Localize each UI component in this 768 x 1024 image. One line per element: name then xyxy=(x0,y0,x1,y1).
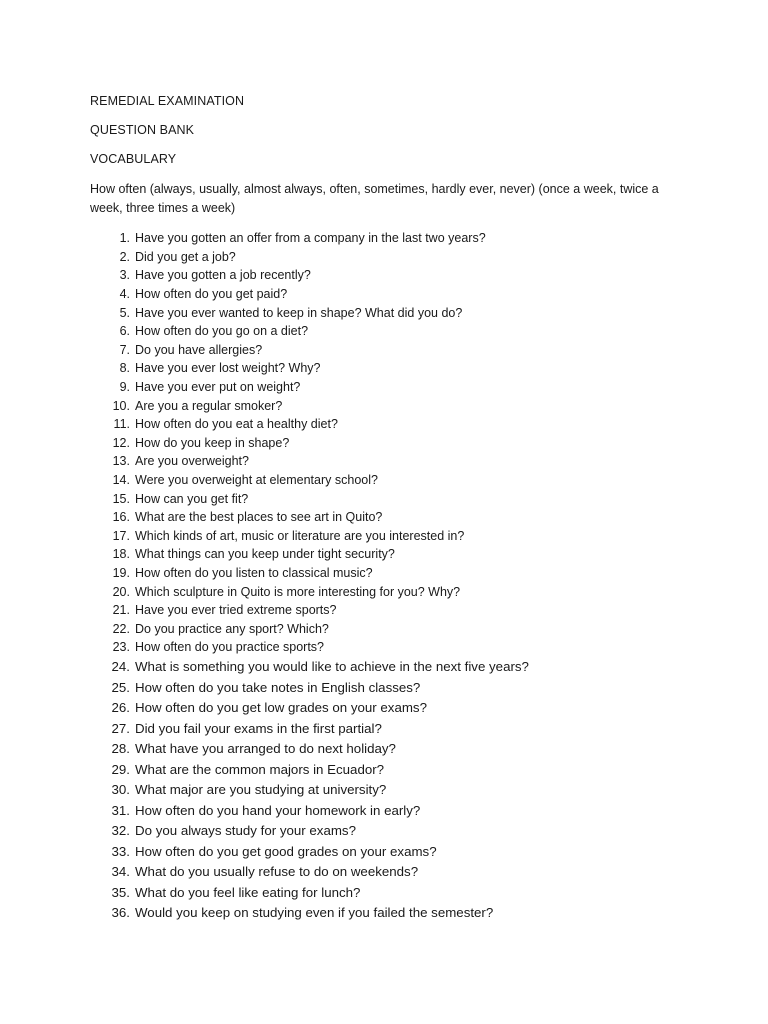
question-text: What do you usually refuse to do on weekends? xyxy=(135,864,419,880)
question-text: How often do you eat a healthy diet? xyxy=(135,417,338,432)
question-text: How often do you get low grades on your exams? xyxy=(135,700,427,716)
question-text: Do you have allergies? xyxy=(135,342,263,357)
question-item xyxy=(90,841,690,862)
question-text: How often do you get good grades on your exams? xyxy=(135,843,437,859)
question-number: 30. xyxy=(111,782,130,798)
question-item xyxy=(90,285,690,304)
question-number: 17. xyxy=(112,528,130,543)
question-number: 24. xyxy=(111,659,130,675)
question-number: 12. xyxy=(112,435,130,450)
question-item xyxy=(90,266,690,285)
question-item xyxy=(90,619,690,638)
question-text: Have you gotten a job recently? xyxy=(135,268,311,283)
question-number: 11. xyxy=(113,417,130,432)
question-text: What is something you would like to achieve in the next five years? xyxy=(135,659,529,675)
question-text: What are the best places to see art in Quito? xyxy=(135,510,383,525)
question-text: Have you ever tried extreme sports? xyxy=(135,603,337,618)
question-number: 20. xyxy=(112,584,130,599)
question-item xyxy=(90,780,690,801)
question-text: Did you fail your exams in the first partial? xyxy=(135,720,382,736)
question-item xyxy=(90,564,690,583)
question-number: 23. xyxy=(112,640,130,655)
question-text: How often do you take notes in English classes? xyxy=(135,679,421,695)
question-text: How often do you listen to classical music? xyxy=(135,565,373,580)
question-number: 5. xyxy=(119,305,130,320)
question-text: How do you keep in shape? xyxy=(135,435,290,450)
question-number: 31. xyxy=(111,802,130,818)
question-item xyxy=(90,303,690,322)
question-text: Have you ever wanted to keep in shape? What did you do? xyxy=(135,305,463,320)
question-number: 13. xyxy=(112,454,130,469)
section-heading-question-bank: QUESTION BANK xyxy=(90,123,195,137)
question-item xyxy=(90,759,690,780)
question-text: Have you gotten an offer from a company in the last two years? xyxy=(135,231,486,246)
question-text: Did you get a job? xyxy=(135,249,236,264)
section-heading-vocabulary: VOCABULARY xyxy=(90,152,177,166)
document-title: REMEDIAL EXAMINATION xyxy=(90,94,245,108)
question-number: 9. xyxy=(119,380,130,395)
question-item xyxy=(90,862,690,883)
question-number: 33. xyxy=(111,843,130,859)
question-item xyxy=(90,434,690,453)
question-number: 22. xyxy=(112,621,130,636)
question-number: 1. xyxy=(119,231,130,246)
question-number: 32. xyxy=(111,823,130,839)
question-number: 36. xyxy=(111,905,130,921)
question-text: How can you get fit? xyxy=(135,491,249,506)
question-number: 8. xyxy=(119,361,130,376)
question-text: How often do you get paid? xyxy=(135,287,288,302)
question-item xyxy=(90,489,690,508)
question-number: 28. xyxy=(111,741,130,757)
question-item xyxy=(90,582,690,601)
question-text: Have you ever put on weight? xyxy=(135,380,301,395)
question-number: 19. xyxy=(112,565,130,580)
question-number: 14. xyxy=(112,473,130,488)
question-item xyxy=(90,800,690,821)
question-number: 16. xyxy=(112,510,130,525)
question-text: How often do you hand your homework in early? xyxy=(135,802,421,818)
question-text: How often do you practice sports? xyxy=(135,640,324,655)
question-number: 25. xyxy=(111,679,130,695)
question-number: 34. xyxy=(111,864,130,880)
question-number: 18. xyxy=(112,547,130,562)
question-text: Are you a regular smoker? xyxy=(135,398,283,413)
question-item xyxy=(90,322,690,341)
question-text: Have you ever lost weight? Why? xyxy=(135,361,321,376)
question-text: Would you keep on studying even if you failed the semester? xyxy=(135,905,494,921)
question-text: What do you feel like eating for lunch? xyxy=(135,884,361,900)
question-number: 27. xyxy=(111,720,130,736)
question-item xyxy=(90,248,690,267)
question-text: How often do you go on a diet? xyxy=(135,324,309,339)
question-text: What things can you keep under tight security? xyxy=(135,547,395,562)
question-item xyxy=(90,698,690,719)
question-item xyxy=(90,821,690,842)
question-text: What have you arranged to do next holiday? xyxy=(135,741,396,757)
question-text: Which kinds of art, music or literature are you interested in? xyxy=(135,528,465,543)
question-text: Were you overweight at elementary school? xyxy=(135,473,378,488)
question-number: 26. xyxy=(111,700,130,716)
question-item xyxy=(90,903,690,924)
question-number: 7. xyxy=(119,342,130,357)
question-item xyxy=(90,677,690,698)
question-number: 15. xyxy=(112,491,130,506)
question-list xyxy=(90,229,690,923)
question-item xyxy=(90,452,690,471)
question-text: Do you always study for your exams? xyxy=(135,823,356,839)
question-number: 6. xyxy=(119,324,130,339)
question-number: 2. xyxy=(119,249,130,264)
question-item xyxy=(90,638,690,657)
question-item xyxy=(90,545,690,564)
question-item xyxy=(90,739,690,760)
question-item xyxy=(90,657,690,678)
question-text: What are the common majors in Ecuador? xyxy=(135,761,385,777)
question-item xyxy=(90,471,690,490)
question-item xyxy=(90,378,690,397)
question-text: What major are you studying at university? xyxy=(135,782,387,798)
question-number: 29. xyxy=(111,761,130,777)
question-item xyxy=(90,415,690,434)
question-number: 3. xyxy=(119,268,130,283)
question-number: 4. xyxy=(119,287,130,302)
question-item xyxy=(90,601,690,620)
question-item xyxy=(90,359,690,378)
question-item xyxy=(90,527,690,546)
question-item xyxy=(90,341,690,360)
question-number: 35. xyxy=(111,884,130,900)
question-item xyxy=(90,508,690,527)
intro-paragraph: How often (always, usually, almost always, often, sometimes, hardly ever, never) (once a week, twice a week, three times a week) xyxy=(90,182,659,215)
question-number: 10. xyxy=(112,398,130,413)
question-text: Are you overweight? xyxy=(135,454,249,469)
question-text: Which sculpture in Quito is more interesting for you? Why? xyxy=(135,584,461,599)
question-item xyxy=(90,396,690,415)
question-item xyxy=(90,882,690,903)
question-number: 21. xyxy=(112,603,130,618)
question-text: Do you practice any sport? Which? xyxy=(135,621,329,636)
question-item xyxy=(90,718,690,739)
question-item xyxy=(90,229,690,248)
